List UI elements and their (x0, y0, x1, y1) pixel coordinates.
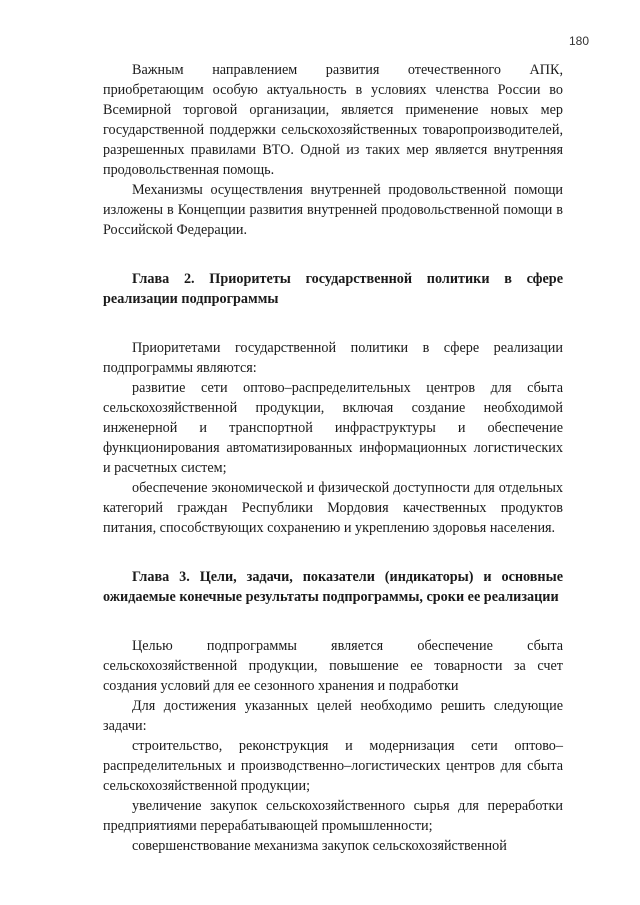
paragraph-apk-priority: Важным направлением развития отечественного АПК, приобретающим особую актуальность в условиях членства России во Всемирной торговой организации, является применение новых мер государственной поддержки сельскохозяйственных товаропроизводителей, разрешенных правилами ВТО. Одной из таких мер является внутренняя продовольственная помощь. (103, 62, 563, 178)
document-body (103, 60, 563, 856)
chapter-2-heading: Глава 2. Приоритеты государственной политики в сфере реализации подпрограммы (103, 271, 563, 307)
paragraph-task-mechanism: совершенствование механизма закупок сельскохозяйственной (132, 838, 507, 854)
paragraph-tasks-intro: Для достижения указанных целей необходимо решить следующие задачи: (103, 698, 563, 734)
paragraph-priorities-intro: Приоритетами государственной политики в сфере реализации подпрограммы являются: (103, 340, 563, 376)
page-number: 180 (568, 34, 589, 48)
paragraph-task-procurement: увеличение закупок сельскохозяйственного сырья для переработки предприятиями перерабатывающей промышленности; (103, 798, 563, 834)
paragraph-task-construction: строительство, реконструкция и модернизация сети оптово–распределительных и производственно–логистических центров для сбыта сельскохозяйственной продукции; (103, 738, 563, 794)
chapter-3-heading: Глава 3. Цели, задачи, показатели (индикаторы) и основные ожидаемые конечные результаты подпрограммы, сроки ее реализации (103, 569, 563, 605)
paragraph-goal: Целью подпрограммы является обеспечение сбыта сельскохозяйственной продукции, повышение ее товарности за счет создания условий для ее сезонного хранения и подработки (103, 638, 563, 694)
paragraph-food-aid-mechanisms: Механизмы осуществления внутренней продовольственной помощи изложены в Концепции развития внутренней продовольственной помощи в Российской Федерации. (103, 182, 563, 238)
paragraph-distribution-network: развитие сети оптово–распределительных центров для сбыта сельскохозяйственной продукции, включая создание необходимой инженерной и транспортной инфраструктуры и обеспечение функционирования автоматизированных информационных логистических и расчетных систем; (103, 380, 563, 476)
paragraph-food-accessibility: обеспечение экономической и физической доступности для отдельных категорий граждан Республики Мордовия качественных продуктов питания, способствующих сохранению и укреплению здоровья населения. (103, 480, 563, 536)
